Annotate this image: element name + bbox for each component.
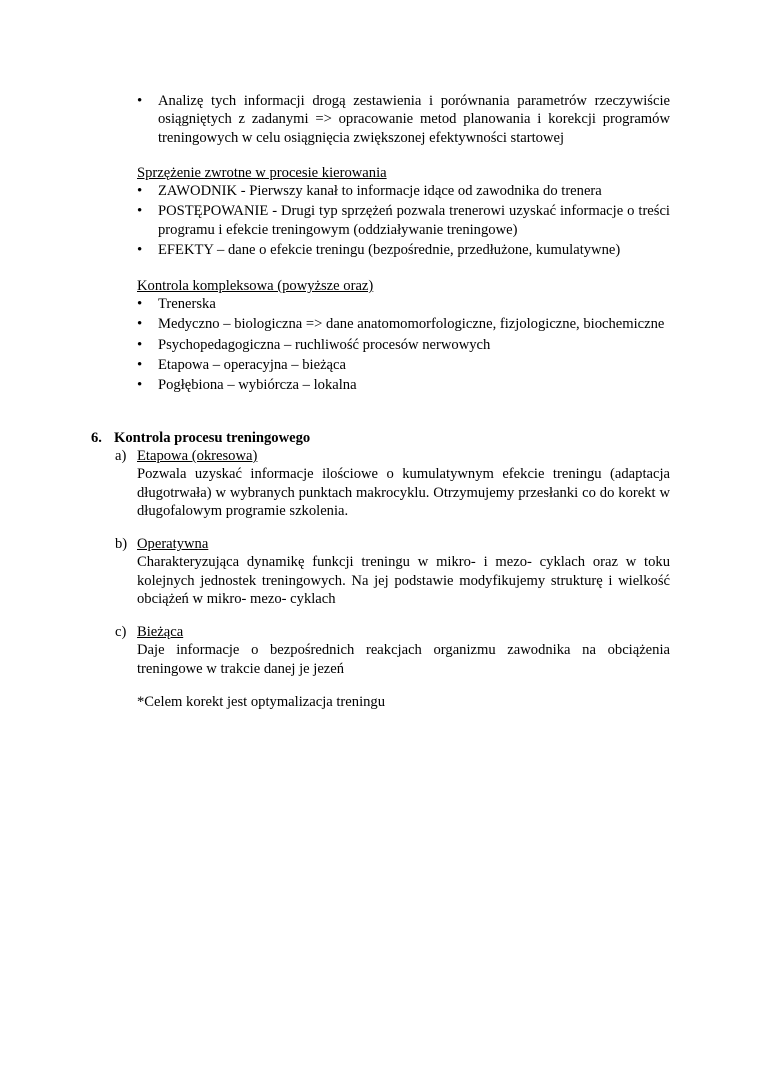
subsection-letter: c) bbox=[115, 624, 127, 640]
intro-list bbox=[137, 92, 670, 147]
subsection-title: Etapowa (okresowa) bbox=[137, 448, 258, 464]
section-heading bbox=[91, 429, 310, 447]
subsection-letter: a) bbox=[115, 448, 127, 464]
list-item: • Psychopedagogiczna – ruchliwość procesów nerwowych bbox=[137, 336, 670, 354]
control-heading: Kontrola kompleksowa (powyższe oraz) bbox=[137, 278, 374, 294]
list-item: • Medyczno – biologiczna => dane anatomomorfologiczne, fizjologiczne, biochemiczne bbox=[137, 315, 670, 333]
subsection-b bbox=[115, 535, 670, 608]
list-item: • POSTĘPOWANIE - Drugi typ sprzężeń pozwala trenerowi uzyskać informacje o treści programu i efekcie treningowym (oddziaływanie treningowe) bbox=[137, 202, 670, 239]
subsection-body: Daje informacje o bezpośrednich reakcjach organizmu zawodnika na obciążenia treningowe w trakcie danej je jezeń bbox=[137, 642, 670, 677]
note: *Celem korekt jest optymalizacja treningu bbox=[137, 694, 386, 710]
subsection-a bbox=[115, 447, 670, 520]
list-item: • Trenerska bbox=[137, 295, 670, 313]
list-item: • Analizę tych informacji drogą zestawienia i porównania parametrów rzeczywiście osiągniętych z zadanymi => opracowanie metod planowania i korekcji programów treningowych w celu osiągnięcia zwiększonej efektywności startowej bbox=[137, 92, 670, 147]
list-item: • Etapowa – operacyjna – bieżąca bbox=[137, 356, 670, 374]
list-item: • EFEKTY – dane o efekcie treningu (bezpośrednie, przedłużone, kumulatywne) bbox=[137, 241, 670, 259]
section-number: 6. bbox=[91, 430, 102, 446]
feedback-list bbox=[137, 182, 670, 259]
subsection-title: Bieżąca bbox=[137, 624, 184, 640]
subsection-letter: b) bbox=[115, 536, 128, 552]
subsection-body: Pozwala uzyskać informacje ilościowe o kumulatywnym efekcie treningu (adaptacja długotrwała) w wybranych punktach makrocyklu. Otrzymujemy przesłanki co do korekt w długofalowym programie szkolenia. bbox=[137, 466, 670, 519]
subsection-body: Charakteryzująca dynamikę funkcji treningu w mikro- i mezo- cyklach oraz w toku kolejnych jednostek treningowych. Na jej podstawie modyfikujemy strukturę i wielkość obciążeń w mikro- mezo- cyklach bbox=[137, 554, 670, 607]
subsection-title: Operatywna bbox=[137, 536, 209, 552]
list-item: • ZAWODNIK - Pierwszy kanał to informacje idące od zawodnika do trenera bbox=[137, 182, 670, 200]
subsection-c bbox=[115, 623, 670, 678]
control-list bbox=[137, 295, 670, 394]
feedback-heading: Sprzężenie zwrotne w procesie kierowania bbox=[137, 165, 387, 181]
list-item: • Pogłębiona – wybiórcza – lokalna bbox=[137, 376, 670, 394]
section-title: Kontrola procesu treningowego bbox=[114, 430, 311, 446]
